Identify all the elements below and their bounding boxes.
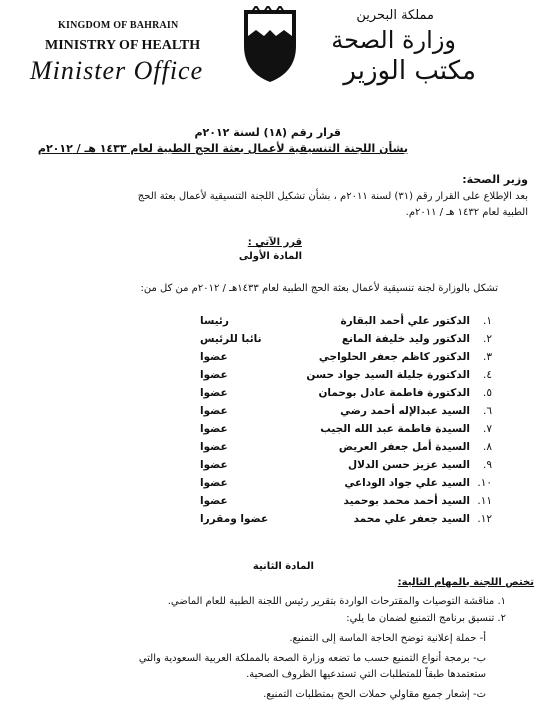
member-role: عضوا (200, 369, 228, 381)
member-number: ٧. (483, 423, 492, 435)
member-name: الدكتورة فاطمة عادل بوحمان (318, 387, 470, 399)
letterhead-ar-office: مكتب الوزير (343, 56, 476, 86)
member-role: عضوا (200, 405, 228, 417)
member-number: ٩. (483, 459, 492, 471)
member-role: رئيسا (200, 315, 229, 327)
member-number: ٨. (483, 441, 492, 453)
member-number: ٣. (483, 351, 492, 363)
letterhead-ar-ministry: وزارة الصحة (331, 26, 456, 54)
list-item (200, 387, 492, 403)
decided-label: قرر الآتي : (247, 237, 302, 248)
letterhead-en-kingdom: KINGDOM OF BAHRAIN (58, 20, 179, 31)
article2-item2: ٢. تنسيق برنامج التمنيع لضمان ما يلي: (346, 613, 506, 624)
formation-text: تشكل بالوزارة لجنة تنسيقية لأعمال بعثة الحج الطبية لعام ١٤٣٣هـ / ٢٠١٢م من كل من: (140, 283, 498, 294)
article2-sub-a: أ- حملة إعلانية توضح الحاجة الماسة إلى التمنيع. (289, 633, 486, 644)
article2-sub-c: ت- إشعار جميع مقاولي حملات الحج بمتطلبات التمنيع. (263, 689, 486, 700)
list-item (200, 333, 492, 349)
member-role: عضوا (200, 441, 228, 453)
preamble-line2: الطبية لعام ١٤٣٢ هـ / ٢٠١١م. (405, 207, 528, 218)
letterhead-ar-kingdom: مملكة البحرين (356, 8, 434, 23)
preamble-line1: بعد الإطلاع على القرار رقم (٣١) لسنة ٢٠١١م ، بشأن تشكيل اللجنة التنسيقية لأعمال بعثة الحج (137, 191, 528, 202)
list-item (200, 351, 492, 367)
member-name: السيد عزيز حسن الدلال (348, 459, 470, 471)
member-role: عضوا (200, 477, 228, 489)
member-number: ٢. (483, 333, 492, 345)
member-role: عضوا (200, 459, 228, 471)
article2-intro: تختص اللجنة بالمهام التالية: (397, 577, 534, 588)
member-role: عضوا (200, 387, 228, 399)
article2-sub-b1: ب- برمجة أنواع التمنيع حسب ما تضعه وزارة الصحة بالمملكة العربية السعودية والتي (138, 653, 486, 664)
member-number: ١٠. (477, 477, 492, 489)
decision-title: قرار رقم (١٨) لسنة ٢٠١٢م (194, 126, 341, 139)
member-name: السيد علي جواد الوداعي (344, 477, 470, 489)
list-item (200, 423, 492, 439)
article2-item1: ١. مناقشة التوصيات والمقترحات الواردة بتقرير رئيس اللجنة الطبية للعام الماضي. (167, 596, 506, 607)
member-number: ٤. (483, 369, 492, 381)
list-item (200, 369, 492, 385)
preamble-addressee: وزير الصحة: (462, 173, 528, 186)
member-number: ١٢. (477, 513, 492, 525)
member-role: عضوا (200, 423, 228, 435)
member-number: ٥. (483, 387, 492, 399)
member-number: ١١. (477, 495, 492, 507)
list-item (200, 513, 492, 529)
member-name: السيدة أمل جعفر العريض (338, 441, 470, 453)
member-name: الدكتورة جليلة السيد جواد حسن (306, 369, 470, 381)
bahrain-emblem-icon (238, 6, 302, 84)
member-role: عضوا (200, 351, 228, 363)
member-name: الدكتور كاظم جعفر الحلواجي (318, 351, 470, 363)
member-name: السيد عبدالإله أحمد رضي (340, 405, 470, 417)
article2-sub-b2: ستعتمدها طبقاً للمتطلبات التي تستدعيها الظروف الصحية. (246, 669, 486, 680)
decision-subject: بشأن اللجنة التنسيقية لأعمال بعثة الحج الطبية لعام ١٤٣٣ هـ / ٢٠١٢م (37, 142, 408, 155)
member-number: ١. (483, 315, 492, 327)
letterhead-en-ministry: MINISTRY OF HEALTH (45, 38, 201, 53)
member-role: عضوا ومقررا (200, 513, 269, 525)
member-name: السيد جعفر علي محمد (353, 513, 470, 525)
member-number: ٦. (483, 405, 492, 417)
list-item (200, 315, 492, 331)
letterhead (0, 0, 546, 110)
member-role: نائبا للرئيس (200, 333, 262, 345)
member-name: الدكتور علي أحمد البقارة (340, 315, 470, 327)
member-name: السيدة فاطمة عبد الله الجيب (320, 423, 470, 435)
list-item (200, 495, 492, 511)
member-name: الدكتور وليد خليفة المانع (341, 333, 470, 345)
list-item (200, 477, 492, 493)
list-item (200, 405, 492, 421)
member-role: عضوا (200, 495, 228, 507)
article1-label: المادة الأولى (238, 251, 302, 262)
article2-label: المادة الثانية (252, 561, 314, 572)
member-name: السيد أحمد محمد بوحميد (343, 495, 470, 507)
letterhead-en-office: Minister Office (30, 56, 204, 85)
list-item (200, 459, 492, 475)
list-item (200, 441, 492, 457)
